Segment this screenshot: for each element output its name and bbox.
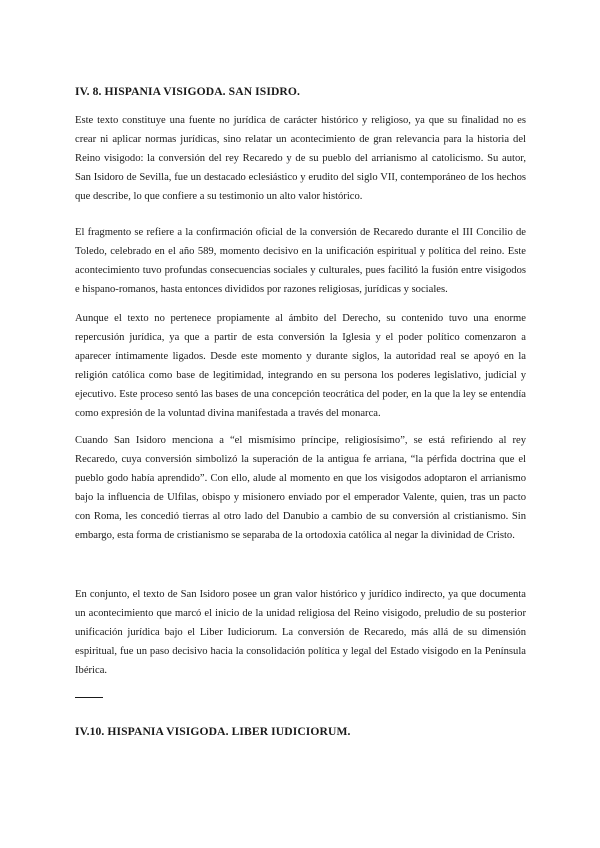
section-title: IV. 8. HISPANIA VISIGODA. SAN ISIDRO. [75,85,301,98]
paragraph-legal-impact: Aunque el texto no pertenece propiamente al ámbito del Derecho, su contenido tuvo una enorme repercusión jurídica, ya que a partir de esta conversión la Iglesia y el poder político comenzaron a aparecer íntimamente ligados. Desde este momento y durante siglos, la autoridad real se apoyó en la religión católica como base de legitimidad, integrando en su persona los poderes legislativo, judicial y ejecutivo. Este proceso sentó las bases de una concepción teocrática del poder, en la que la ley se entendía como expresión de la voluntad divina manifestada a través del monarca. [75,313,526,420]
paragraph-council-toledo: El fragmento se refiere a la confirmación oficial de la conversión de Recaredo durante el III Concilio de Toledo, celebrado en el año 589, momento decisivo en la unificación espiritual y política del reino. Este acontecimiento tuvo profundas consecuencias sociales y culturales, pues facilitó la fusión entre visigodos e hispano-romanos, hasta entonces divididos por razones religiosas, jurídicas y sociales. [75,227,526,296]
paragraph-source-type: Este texto constituye una fuente no jurídica de carácter histórico y religioso, ya que su finalidad no es crear ni aplicar normas jurídicas, sino relatar un acontecimiento de gran relevancia para la historia del Reino visigodo: la conversión del rey Recaredo y de su pueblo del arrianismo al catolicismo. Su autor, San Isidoro de Sevilla, fue un destacado eclesiástico y erudito del siglo VII, contemporáneo de los hechos que describe, lo que confiere a su testimonio un alto valor histórico. [75,115,526,203]
paragraph-arrianism: Cuando San Isidoro menciona a “el mismísimo príncipe, religiosísimo”, se está refiriendo al rey Recaredo, cuya conversión simbolizó la superación de la antigua fe arriana, “la pérfida doctrina que el pueblo godo había aprendido”. Con ello, alude al momento en que los visigodos adoptaron el arrianismo bajo la influencia de Ulfilas, obispo y misionero enviado por el emperador Valente, quien, tras un pacto con Roma, les concedió tierras al otro lado del Danubio a cambio de su conversión al cristianismo. Sin embargo, esta forma de cristianismo se separaba de la ortodoxia católica al negar la divinidad de Cristo. [75,435,526,542]
paragraph-conclusion: En conjunto, el texto de San Isidoro posee un gran valor histórico y jurídico indirecto, ya que documenta un acontecimiento que marcó el inicio de la unidad religiosa del Reino visigodo, preludio de su posterior unificación jurídica bajo el Liber Iudiciorum. La conversión de Recaredo, más allá de su dimensión espiritual, fue un paso decisivo hacia la consolidación política y legal del Estado visigodo en la Península Ibérica. [75,589,526,677]
next-section-title: IV.10. HISPANIA VISIGODA. LIBER IUDICIORUM. [75,725,351,738]
section-divider [75,697,103,698]
